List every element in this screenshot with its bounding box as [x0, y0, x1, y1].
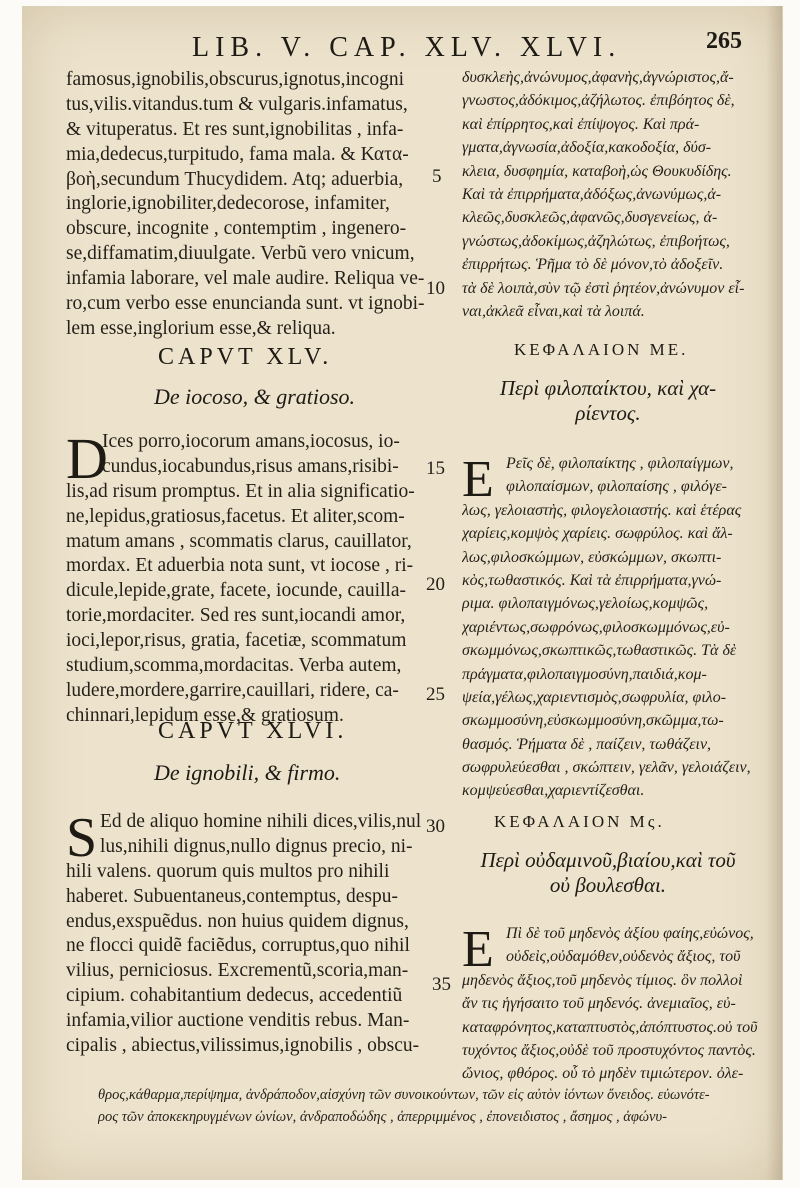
text-line: mordax. Et aduerbia nota sunt, vt iocose , ri-: [66, 555, 414, 577]
text-line: ne flocci quidẽ faciẽdus, corruptus,quo nihil: [66, 935, 410, 957]
text-line: γματα,ἀγνωσία,ἀδοξία,κακοδοξία, δύσ-: [462, 139, 712, 157]
text-line: hili valens. quorum quis multos pro nihili: [66, 860, 390, 882]
line-number: 15: [426, 458, 445, 479]
text-line: infamia laborare, vel male audire. Reliqua ve-: [66, 268, 425, 290]
text-line: κλεια, δυσφημία, καταβοὴ,ὡς Θουκυδίδης.: [462, 162, 732, 180]
chapter-46-latin-text: [66, 807, 444, 1059]
text-line: torie,mordaciter. Sed res sunt,iocandi amor,: [66, 605, 406, 627]
text-line: καὶ ἐπίρρητος,καὶ ἐπίψογος. Καὶ πρά-: [462, 115, 700, 133]
text-line: se,diffamatim,diuulgate. Verbũ vero vnicum,: [66, 243, 415, 265]
greek-chapter-46-title: [478, 848, 738, 898]
text-line: ριμα. φιλοπαιγμόνως,γελοίως,κομψῶς,: [462, 595, 709, 613]
text-line: infamia,vilior auctione venditis rebus. Man-: [66, 1010, 410, 1032]
text-line: mia,dedecus,turpitudo, fama mala. & Κατα-: [66, 143, 409, 165]
text-line: κομψεύεσθαι,χαριεντίζεσθαι.: [462, 782, 645, 800]
text-line: χαρίεις,κομψὸς χαρίεις. σωφρύλος. καὶ ἄλ-: [462, 525, 733, 543]
text-line: σωφρυλεύεσθαι , σκώπτειν, γελᾶν, γελοιάζειν,: [462, 759, 751, 777]
text-line: κὸς,τωθαστικός. Καὶ τὰ ἐπιρρήματα,γνώ-: [462, 571, 722, 589]
text-line: σκωμμοσύνη,εὐσκωμμοσύνη,σκῶμμα,τω-: [462, 712, 724, 730]
drop-cap-initial: D: [66, 426, 108, 491]
text-line: & vituperatus. Et res sunt,ignobilitas , infa-: [66, 118, 404, 140]
chapter-45-subtitle: De iocoso, & gratioso.: [154, 384, 356, 409]
title-line: Περὶ φιλοπαίκτου, καὶ χα-: [499, 376, 717, 400]
chapter-46-greek-text: [462, 922, 768, 1086]
text-line: ne,lepidus,gratiosus,facetus. Et aliter,scom-: [66, 505, 405, 527]
text-line: ludere,mordere,garrire,cauillari, ridere, ca-: [66, 679, 399, 701]
text-line: obscure, incognite , contemptim , ingenero-: [66, 218, 407, 240]
drop-cap-initial: Ε: [462, 921, 494, 978]
text-line: ioci,lepor,risus, gratia, facetiæ, scommatum: [66, 630, 407, 652]
title-line: οὐ βουλεσθαι.: [549, 873, 667, 897]
text-line: lus,nihili dignus,nullo dignus precio, ni-: [100, 835, 413, 857]
text-line: Ed de aliquo homine nihili dices,vilis,nul: [100, 811, 422, 832]
text-line: inglorie,ignobiliter,dedecorose, infamiter,: [66, 193, 390, 215]
text-line: καταφρόνητος,καταπτυστὸς,ἀπόπτυστος.οὐ τοῦ: [462, 1018, 758, 1036]
text-line: ro,cum verbo esse enuncianda sunt. vt ignobi-: [66, 293, 425, 315]
text-line: Πὶ δὲ τοῦ μηδενὸς ἀξίου φαίης,εὐώνος,: [506, 925, 754, 942]
text-line: δυσκλεὴς,ἀνώνυμος,ἀφανὴς,ἀγνώριστος,ἄ-: [462, 69, 734, 86]
text-line: vilius, perniciosus. Excrementũ,scoria,man-: [66, 960, 409, 982]
latin-top-paragraph: [66, 68, 444, 342]
title-line: ρίεντος.: [575, 401, 641, 425]
text-line: χαριέντως,σωφρόνως,φιλοσκωμμόνως,εὐ-: [462, 618, 730, 636]
text-line: λως, γελοιαστὴς, φιλογελοιαστής. καὶ ἑτέρας: [462, 501, 742, 519]
line-number: 25: [426, 684, 445, 705]
page-number: 265: [706, 28, 742, 54]
greek-chapter-46-heading: ΚΕΦΑΛΑΙΟΝ Μς.: [494, 812, 665, 831]
text-line: Ρεῖς δὲ, φιλοπαίκτης , φιλοπαίγμων,: [506, 455, 734, 472]
text-line: τὰ δὲ λοιπὰ,σὺν τῷ ἐστὶ ῥητέον,ἀνώνυμον εἶ-: [462, 279, 745, 297]
line-number: 5: [432, 166, 442, 187]
text-line: βοὴ,secundum Thucydidem. Atq; aduerbia,: [66, 168, 404, 190]
chapter-46-subtitle: De ignobili, & firmo.: [154, 760, 341, 785]
chapter-46-heading: CAPVT XLVI.: [158, 718, 348, 744]
text-line: cundus,iocabundus,risus amans,risibi-: [102, 455, 399, 477]
text-line: γνώστως,ἀδοκίμως,ἀζηλώτως, ἐπιβοήτως,: [462, 232, 730, 250]
text-line: σκωμμόνως,σκωπτικῶς,τωθαστικῶς. Τὰ δὲ: [462, 642, 737, 660]
text-line: endus,exspuẽdus. non huius quidem dignus,: [66, 910, 409, 932]
drop-cap-initial: S: [66, 807, 98, 869]
text-line: chinnari,lepidum esse,& gratiosum.: [66, 704, 344, 726]
greek-top-paragraph: [462, 66, 768, 323]
line-number: 10: [426, 278, 445, 299]
chapter-45-heading: CAPVT XLV.: [158, 344, 333, 370]
running-title: LIB. V. CAP. XLV. XLVI.: [192, 32, 622, 63]
text-line: lis,ad risum promptus. Et in alia significatio-: [66, 480, 415, 502]
text-line: τυχόντος ἄξιος,οὐδὲ τοῦ προστυχόντος παντὸς.: [462, 1041, 756, 1059]
greek-chapter-45-heading: ΚΕΦΑΛΑΙΟΝ ΜΕ.: [514, 340, 689, 359]
text-line: οὐδεὶς,οὐδαμόθεν,οὐδενὸς ἄξιος, τοῦ: [506, 948, 741, 966]
text-line: κλεῶς,δυσκλεῶς,ἀφανῶς,δυσγενείως, ἀ-: [462, 209, 718, 227]
text-line: dicule,lepide,grate, facete, iocunde, cauilla-: [66, 580, 406, 602]
chapter-45-latin-text: [66, 426, 444, 729]
greek-chapter-45-title: [478, 376, 738, 426]
book-page: [22, 6, 783, 1180]
text-line: tus,vilis.vitandus.tum & vulgaris.infamatus,: [66, 93, 408, 115]
text-line: Ices porro,iocorum amans,iocosus, io-: [102, 431, 400, 452]
text-line: μηδενὸς ἄξιος,τοῦ μηδενὸς τίμιος. ὃν πολλοὶ: [462, 971, 743, 989]
line-number: 30: [426, 816, 445, 837]
text-line: matum amans , scommatis clarus, cauillator,: [66, 530, 412, 552]
text-line: ἄν τις ἡγήσαιτο τοῦ μηδενός. ἀνεμιαῖος, εὐ-: [462, 995, 736, 1013]
text-line: cipium. cohabitantium dedecus, accedentiũ: [66, 985, 403, 1007]
text-line: ρος τῶν ἀποκεκηρυγμένων ὠνίων, ἀνδραποδώδης , ἀπερριμμένος , ἐπονειδιστος , ἄσημος , ἀφώνυ-: [98, 1109, 667, 1125]
text-line: ψεία,γέλως,χαριεντισμὸς,σωφρυλία, φιλο-: [462, 688, 727, 706]
greek-footer-continuation: [98, 1084, 758, 1128]
chapter-45-greek-text: [462, 452, 768, 803]
text-line: θασμός. Ῥήματα δὲ , παίζειν, τωθάζειν,: [462, 735, 712, 753]
text-line: cipalis , abiectus,vilissimus,ignobilis , obscu-: [66, 1035, 420, 1057]
title-line: Περὶ οὐδαμινοῦ,βιαίου,καὶ τοῦ: [480, 848, 736, 872]
text-line: λως,φιλοσκώμμων, εὐσκώμμων, σκωπτι-: [462, 548, 722, 566]
text-line: πράγματα,φιλοπαιγμοσύνη,παιδιά,κομ-: [462, 665, 707, 683]
text-line: θρος,κάθαρμα,περίψημα, ἀνδράποδον,αἰσχύνη τῶν συνοικούντων, τῶν εἰς αὐτὸν ἰόντων ὄνειδος. εὐωνότε-: [98, 1087, 710, 1103]
text-line: lem esse,inglorium esse,& reliqua.: [66, 317, 336, 339]
text-line: φιλοπαίσμων, φιλοπαίσης , φιλόγε-: [506, 478, 727, 496]
line-number: 20: [426, 574, 445, 595]
text-line: famosus,ignobilis,obscurus,ignotus,incogni: [66, 69, 404, 90]
line-number: 35: [432, 974, 451, 995]
text-line: Καὶ τὰ ἐπιρρήματα,ἀδόξως,ἀνωνύμως,ἀ-: [462, 185, 722, 203]
drop-cap-initial: Ε: [462, 451, 494, 508]
text-line: haberet. Subuentaneus,contemptus, despu-: [66, 885, 398, 907]
text-line: ἐπιρρήτως. Ῥῆμα τὸ δὲ μόνον,τὸ ἀδοξεῖν.: [462, 256, 724, 274]
text-line: studium,scomma,mordacitas. Verba autem,: [66, 655, 402, 677]
text-line: γνωστος,ἀδόκιμος,ἀζήλωτος. ἐπιβόητος δὲ,: [462, 92, 735, 110]
text-line: ὤνιος, φθόρος. οὗ τὸ μηδὲν τιμιώτερον. ὀλε-: [462, 1065, 744, 1083]
page-edge-shadow: [766, 6, 782, 1180]
text-line: ναι,ἀκλεᾶ εἶναι,καὶ τὰ λοιπά.: [462, 302, 645, 320]
